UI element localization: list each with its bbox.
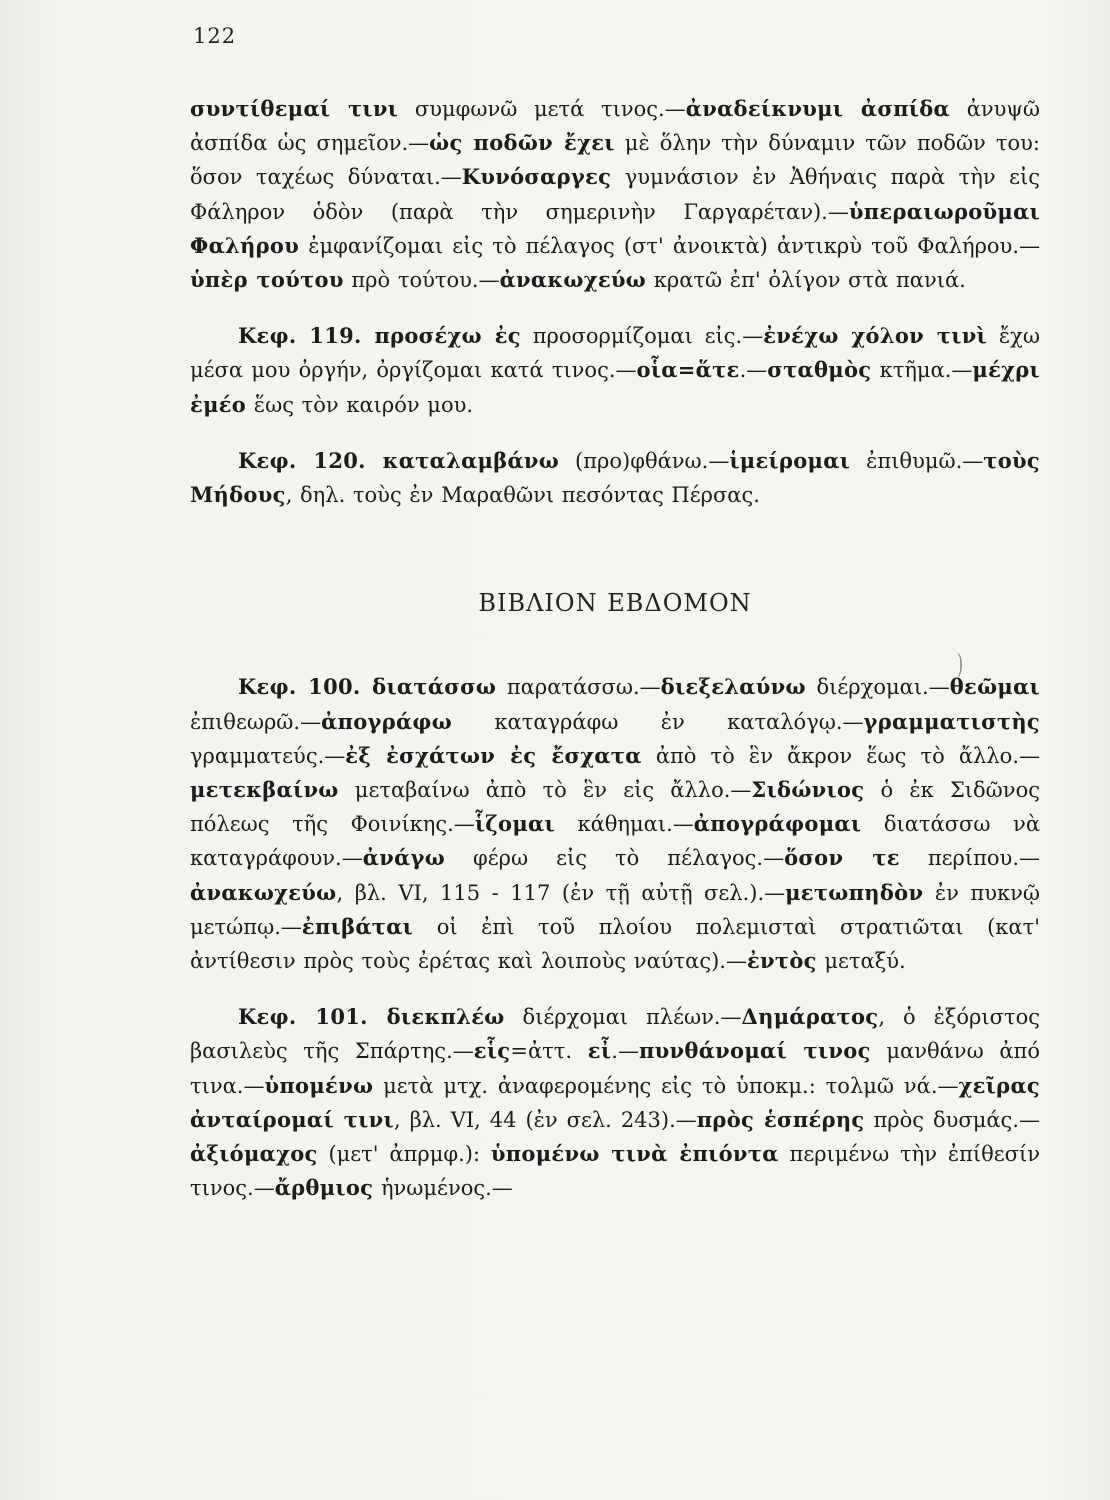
gloss: οἱ ἐπὶ τοῦ πλοίου πολεμισταὶ στρατιῶται (κατ' ἀντίθεσιν πρὸς τοὺς ἐρέτας καὶ λοιποὺς ναύτας).— bbox=[190, 914, 1040, 974]
margin-mark: ) bbox=[957, 650, 964, 680]
gloss: .— bbox=[611, 1039, 639, 1064]
headword: ἀπογράφω bbox=[321, 708, 453, 734]
headword: Σιδώνιος bbox=[751, 777, 865, 803]
headword: ἱμείρομαι bbox=[729, 447, 851, 473]
headword: σταθμὸς bbox=[767, 357, 872, 383]
headword: Κεφ. 119. προσέχω ἐς bbox=[238, 323, 521, 349]
gloss: μεταξύ. bbox=[816, 949, 906, 974]
gloss: , βλ. VI, 44 (ἐν σελ. 243).— bbox=[393, 1107, 697, 1132]
headword: μέχρι ἐμέο bbox=[190, 357, 1040, 417]
paragraph-continuation bbox=[190, 92, 1040, 297]
gloss: ἐμφανίζομαι εἰς τὸ πέλαγος (στ' ἀνοικτὰ) ἀντικρὺ τοῦ Φαλήρου.— bbox=[299, 233, 1040, 258]
gloss: , βλ. VI, 115 - 117 (ἐν τῇ αὐτῇ σελ.).— bbox=[336, 880, 786, 905]
headword: ἀπογράφομαι bbox=[693, 811, 862, 837]
headword: ἀνακωχεύω bbox=[499, 267, 647, 293]
headword: ἷζομαι bbox=[474, 811, 555, 837]
gloss: ἐπιθεωρῶ.— bbox=[190, 709, 322, 734]
gloss: πρὸ τούτου.— bbox=[343, 268, 500, 293]
headword: ἐπιβάται bbox=[301, 913, 414, 939]
headword: θεῶμαι bbox=[949, 674, 1040, 700]
gloss: =ἀττ. bbox=[510, 1039, 588, 1064]
headword: εἶ bbox=[587, 1038, 612, 1064]
headword: ὅσον τε bbox=[784, 845, 900, 871]
gloss: ὁ ἐκ Σιδῶνος πόλεως τῆς Φοινίκης.— bbox=[190, 778, 1040, 837]
book-heading: ΒΙΒΛΙΟΝ ΕΒΔΟΜΟΝ bbox=[478, 589, 752, 618]
gloss: ἔχω μέσα μου ὀργήν, ὀργίζομαι κατά τινος.— bbox=[190, 324, 1040, 383]
headword: Κεφ. 101. διεκπλέω bbox=[238, 1004, 505, 1030]
gloss: κάθημαι.— bbox=[554, 812, 694, 837]
headword: μετεκβαίνω bbox=[190, 777, 339, 803]
gloss: κτῆμα.— bbox=[871, 358, 973, 383]
gloss: παρατάσσω.— bbox=[496, 675, 661, 700]
headword: ἀναδείκνυμι ἀσπίδα bbox=[685, 96, 951, 121]
gloss: ἕως τὸν καιρόν μου. bbox=[246, 392, 474, 417]
headword: πυνθάνομαί τινος bbox=[638, 1038, 871, 1064]
headword: ὑπομένω bbox=[264, 1072, 374, 1098]
headword: ἄρθμιος bbox=[274, 1175, 374, 1201]
gloss: μανθάνω ἀπό τινα.— bbox=[190, 1039, 1040, 1098]
gloss: φέρω εἰς τὸ πέλαγος.— bbox=[445, 846, 785, 871]
headword: ὑπομένω τινὰ ἐπιόντα bbox=[490, 1141, 779, 1167]
gloss: ἐπιθυμῶ.— bbox=[850, 448, 984, 473]
headword: διεξελαύνω bbox=[660, 674, 806, 700]
gloss: ἐν πυκνῷ μετώπῳ.— bbox=[190, 880, 1040, 939]
headword: ἀξιόμαχος bbox=[190, 1141, 318, 1167]
headword: ἀνακωχεύω bbox=[190, 879, 337, 905]
paragraph-chapter-120 bbox=[190, 444, 1040, 512]
gloss: κρατῶ ἐπ' ὀλίγον στὰ πανιά. bbox=[646, 268, 966, 293]
headword: ἐνέχω χόλον τινὶ bbox=[763, 323, 988, 349]
headword: ὑπεραιωροῦμαι Φαλήρου bbox=[190, 198, 1040, 258]
paragraph-chapter-100 bbox=[190, 670, 1040, 978]
headword: οἷα=ἅτε bbox=[636, 357, 740, 383]
headword: συντίθεμαί τινι bbox=[190, 96, 399, 121]
gloss: , ὁ ἐξόριστος βασιλεὺς τῆς Σπάρτης.— bbox=[190, 1005, 1040, 1064]
headword: Κυνόσαργες bbox=[461, 164, 612, 190]
headword: ὡς ποδῶν ἔχει bbox=[429, 130, 615, 156]
gloss: προσορμίζομαι εἰς.— bbox=[520, 324, 764, 349]
headword: τοὺς Μήδους bbox=[190, 447, 1040, 508]
gloss: γραμματεύς.— bbox=[190, 743, 346, 768]
gloss: πρὸς δυσμάς.— bbox=[864, 1107, 1040, 1132]
gloss: περίπου.— bbox=[899, 846, 1040, 871]
gloss: μὲ ὅλην τὴν δύναμιν τῶν ποδῶν του: ὅσον ταχέως δύναται.— bbox=[190, 131, 1041, 190]
headword: ἀνάγω bbox=[362, 845, 445, 871]
gloss: διέρχομαι πλέων.— bbox=[504, 1005, 742, 1030]
headword: χεῖρας ἀνταίρομαί τινι bbox=[190, 1072, 1040, 1132]
gloss: γυμνάσιον ἐν Ἀθήναις παρὰ τὴν εἰς Φάληρον ὁδὸν (παρὰ τὴν σημερινὴν Γαργαρέταν).— bbox=[190, 165, 1040, 224]
gloss: περιμένω τὴν ἐπίθεσίν τινος.— bbox=[190, 1142, 1040, 1201]
gloss: ἀνυψῶ ἀσπίδα ὡς σημεῖον.— bbox=[190, 97, 1041, 156]
headword: πρὸς ἑσπέρης bbox=[696, 1106, 865, 1132]
gloss: (προ)φθάνω.— bbox=[559, 448, 730, 473]
gloss: συμφωνῶ μετά τινος.— bbox=[398, 97, 686, 121]
headword: ὑπὲρ τούτου bbox=[190, 267, 344, 293]
gloss: ἡνωμένος.— bbox=[373, 1176, 513, 1201]
gloss: .— bbox=[739, 358, 768, 383]
commentary-text bbox=[190, 92, 1040, 1205]
headword: γραμματιστὴς bbox=[863, 708, 1040, 734]
gloss: (μετ' ἀπρμφ.): bbox=[317, 1142, 491, 1167]
gloss: , δηλ. τοὺς ἐν Μαραθῶνι πεσόντας Πέρσας. bbox=[285, 483, 760, 508]
headword: μετωπηδὸν bbox=[785, 879, 924, 905]
gloss: διέρχομαι.— bbox=[805, 675, 950, 700]
headword: εἷς bbox=[473, 1038, 511, 1064]
gloss: ἀπὸ τὸ ἓν ἄκρον ἕως τὸ ἄλλο.— bbox=[641, 743, 1040, 768]
headword: ἐντὸς bbox=[746, 948, 817, 974]
headword: Κεφ. 100. διατάσσω bbox=[238, 674, 497, 700]
headword: ἐξ ἐσχάτων ἐς ἔσχατα bbox=[345, 742, 642, 768]
paragraph-chapter-101 bbox=[190, 1000, 1040, 1205]
gloss: μετὰ μτχ. ἀναφερομένης εἰς τὸ ὑποκμ.: τολμῶ νά.— bbox=[373, 1073, 959, 1098]
gloss: μεταβαίνω ἀπὸ τὸ ἓν εἰς ἄλλο.— bbox=[338, 778, 752, 803]
paragraph-chapter-119 bbox=[190, 319, 1040, 422]
page-number: 122 bbox=[193, 24, 237, 48]
headword: Κεφ. 120. καταλαμβάνω bbox=[238, 447, 560, 473]
headword: Δημάρατος bbox=[741, 1004, 879, 1030]
gloss: διατάσσω νὰ καταγράφουν.— bbox=[190, 812, 1040, 871]
gloss: καταγράφω ἐν καταλόγῳ.— bbox=[452, 709, 864, 734]
